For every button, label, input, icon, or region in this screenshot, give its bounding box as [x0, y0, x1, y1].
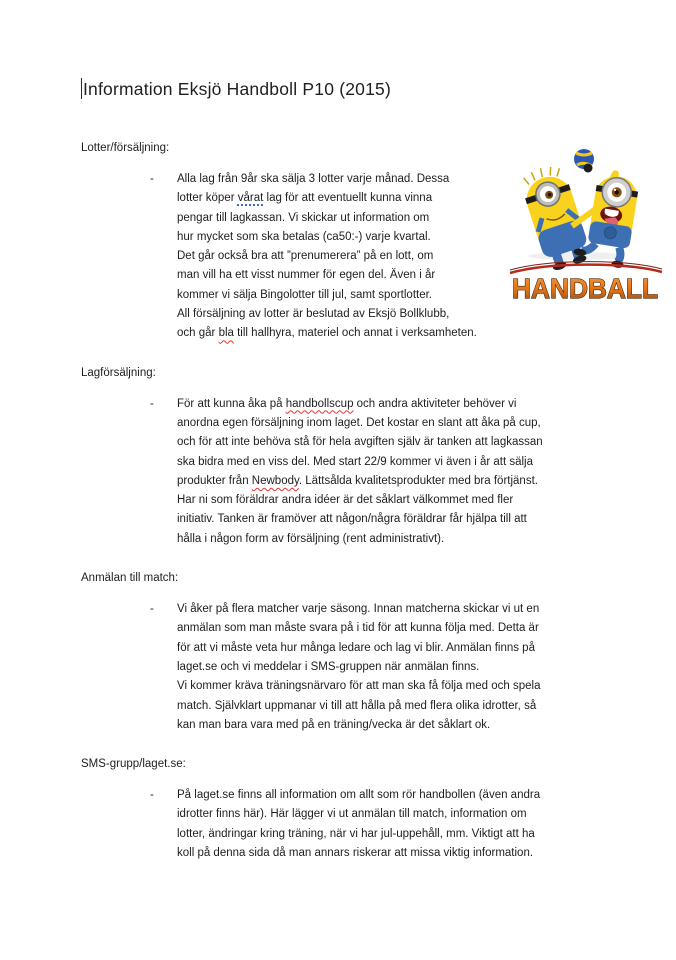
text-segment: ska bidra med en viss del. Med start 22/9 kommer vi även i år att sälja [177, 455, 534, 468]
text-line [177, 170, 477, 189]
text-segment: och för att inte behöva stå för hela avgiften själv är tanken att lagkassan [177, 436, 543, 449]
section-heading: Lagförsäljning: [81, 366, 156, 379]
page-title [81, 0, 676, 100]
text-segment: hur mycket som ska betalas (ca50:-) varje kvartal. [177, 230, 431, 243]
bullet-text [177, 395, 543, 549]
text-segment: Vi kommer kräva träningsnärvaro för att man ska få följa med och spela [177, 680, 541, 693]
handball-ball-icon [574, 149, 594, 173]
section-heading: Lotter/försäljning: [81, 142, 170, 154]
bullet-marker: - [150, 789, 154, 802]
text-line [177, 414, 543, 433]
text-line [177, 716, 540, 735]
text-line [177, 395, 543, 414]
text-line [177, 510, 543, 529]
grammar-flagged-word: vårat [237, 192, 264, 205]
text-line [177, 189, 477, 208]
text-segment: All försäljning av lotter är beslutad av Eksjö Bollklubb, [177, 308, 450, 321]
text-segment: Vi åker på flera matcher varje säsong. Innan matcherna skickar vi ut en [177, 603, 540, 616]
text-segment: anordna egen försäljning inom laget. Det kostar en slant att åka på cup, [177, 416, 541, 429]
page-title-text: Information Eksjö Handboll P10 (2015) [83, 79, 391, 99]
text-line [177, 639, 540, 658]
text-segment: koll på denna sida då man annars riskerar att missa viktig information. [177, 847, 534, 860]
text-segment: och andra aktiviteter behöver vi [353, 397, 517, 410]
text-line [177, 453, 543, 472]
bullet-text [177, 170, 477, 344]
text-line [177, 286, 477, 305]
text-line [177, 805, 540, 824]
text-segment: Alla lag från 9år ska sälja 3 lotter varje månad. Dessa [177, 173, 450, 185]
text-line [177, 472, 543, 491]
swoosh-line-red [510, 265, 662, 273]
text-segment: idrotter finns här). Här lägger vi ut anmälan till match, information om [177, 808, 527, 821]
text-line [177, 530, 543, 549]
text-caret [81, 78, 82, 99]
text-segment: lag för att eventuellt kunna vinna [263, 192, 433, 205]
text-line [177, 324, 477, 343]
text-segment: Har ni som föräldrar andra idéer är det såklart välkommet med fler [177, 494, 514, 507]
text-line [177, 305, 477, 324]
bullet-item [150, 600, 676, 735]
text-segment: initiativ. Tanken är framöver att någon/några föräldrar får hjälpa till att [177, 513, 527, 526]
bullet-marker: - [150, 173, 154, 185]
text-segment: För att kunna åka på [177, 397, 286, 410]
text-segment: och går [177, 327, 219, 340]
bullet-text [177, 600, 540, 735]
text-segment: lotter, ändringar kring träning, när vi har jul-uppehåll, mm. Viktigt att ha [177, 827, 535, 840]
bullet-marker: - [150, 397, 154, 410]
text-segment: produkter från [177, 474, 252, 487]
text-segment: man vill ha ett visst nummer för egen del. Även i år [177, 269, 436, 282]
text-segment: kan man bara vara med på en träning/vecka är det såklart ok. [177, 718, 491, 731]
text-line [177, 228, 477, 247]
text-line [177, 247, 477, 266]
text-line [177, 619, 540, 638]
bullet-item [150, 395, 676, 549]
minions-handball-graphic [504, 146, 667, 309]
text-line [177, 697, 540, 716]
bullet-item [150, 786, 676, 863]
text-line [177, 825, 540, 844]
text-segment: för att vi måste veta hur många ledare och lag vi blir. Anmälan finns på [177, 641, 535, 654]
text-segment: hålla i någon form av försäljning (rent administrativt). [177, 532, 445, 545]
bullet-text [177, 786, 540, 863]
section-sms-grupp-laget-se [81, 757, 676, 863]
section-lagf-rs-ljning [81, 366, 676, 549]
bullet-marker: - [150, 603, 154, 616]
text-line [177, 786, 540, 805]
text-segment: till hallhyra, materiel och annat i verksamheten. [233, 327, 477, 340]
text-segment: pengar till lagkassan. Vi skickar ut information om [177, 211, 430, 224]
text-line [177, 844, 540, 863]
text-line [177, 677, 540, 696]
section-heading: SMS-grupp/laget.se: [81, 758, 186, 771]
text-segment: Det går också bra att ”prenumerera” på en lott, om [177, 250, 434, 263]
section-anm-lan-till-match [81, 571, 676, 735]
text-segment: match. Självklart uppmanar vi till att hålla på med flera olika idrotter, så [177, 699, 537, 712]
text-line [177, 600, 540, 619]
text-line [177, 658, 540, 677]
misspelled-word: bla [218, 327, 234, 340]
section-heading: Anmälan till match: [81, 572, 179, 585]
minions-handball-image[interactable] [504, 146, 667, 309]
text-segment: . Lättsålda kvalitetsprodukter med bra förtjänst. [298, 474, 538, 487]
text-line [177, 433, 543, 452]
text-segment: kommer vi sälja Bingolotter till jul, samt sportlotter. [177, 288, 433, 301]
text-line [177, 266, 477, 285]
text-line [177, 209, 477, 228]
text-line [177, 491, 543, 510]
misspelled-word: handbollscup [285, 397, 354, 410]
text-segment: På laget.se finns all information om allt som rör handbollen (även andra [177, 789, 541, 802]
text-segment: laget.se och vi meddelar i SMS-gruppen när anmälan finns. [177, 660, 480, 673]
text-segment: anmälan som man måste svara på i tid för att kunna följa med. Detta är [177, 622, 539, 635]
handball-caption: HANDBALL [512, 273, 658, 304]
text-segment: lotter köper [177, 192, 238, 205]
misspelled-word: Newbody [251, 474, 299, 487]
